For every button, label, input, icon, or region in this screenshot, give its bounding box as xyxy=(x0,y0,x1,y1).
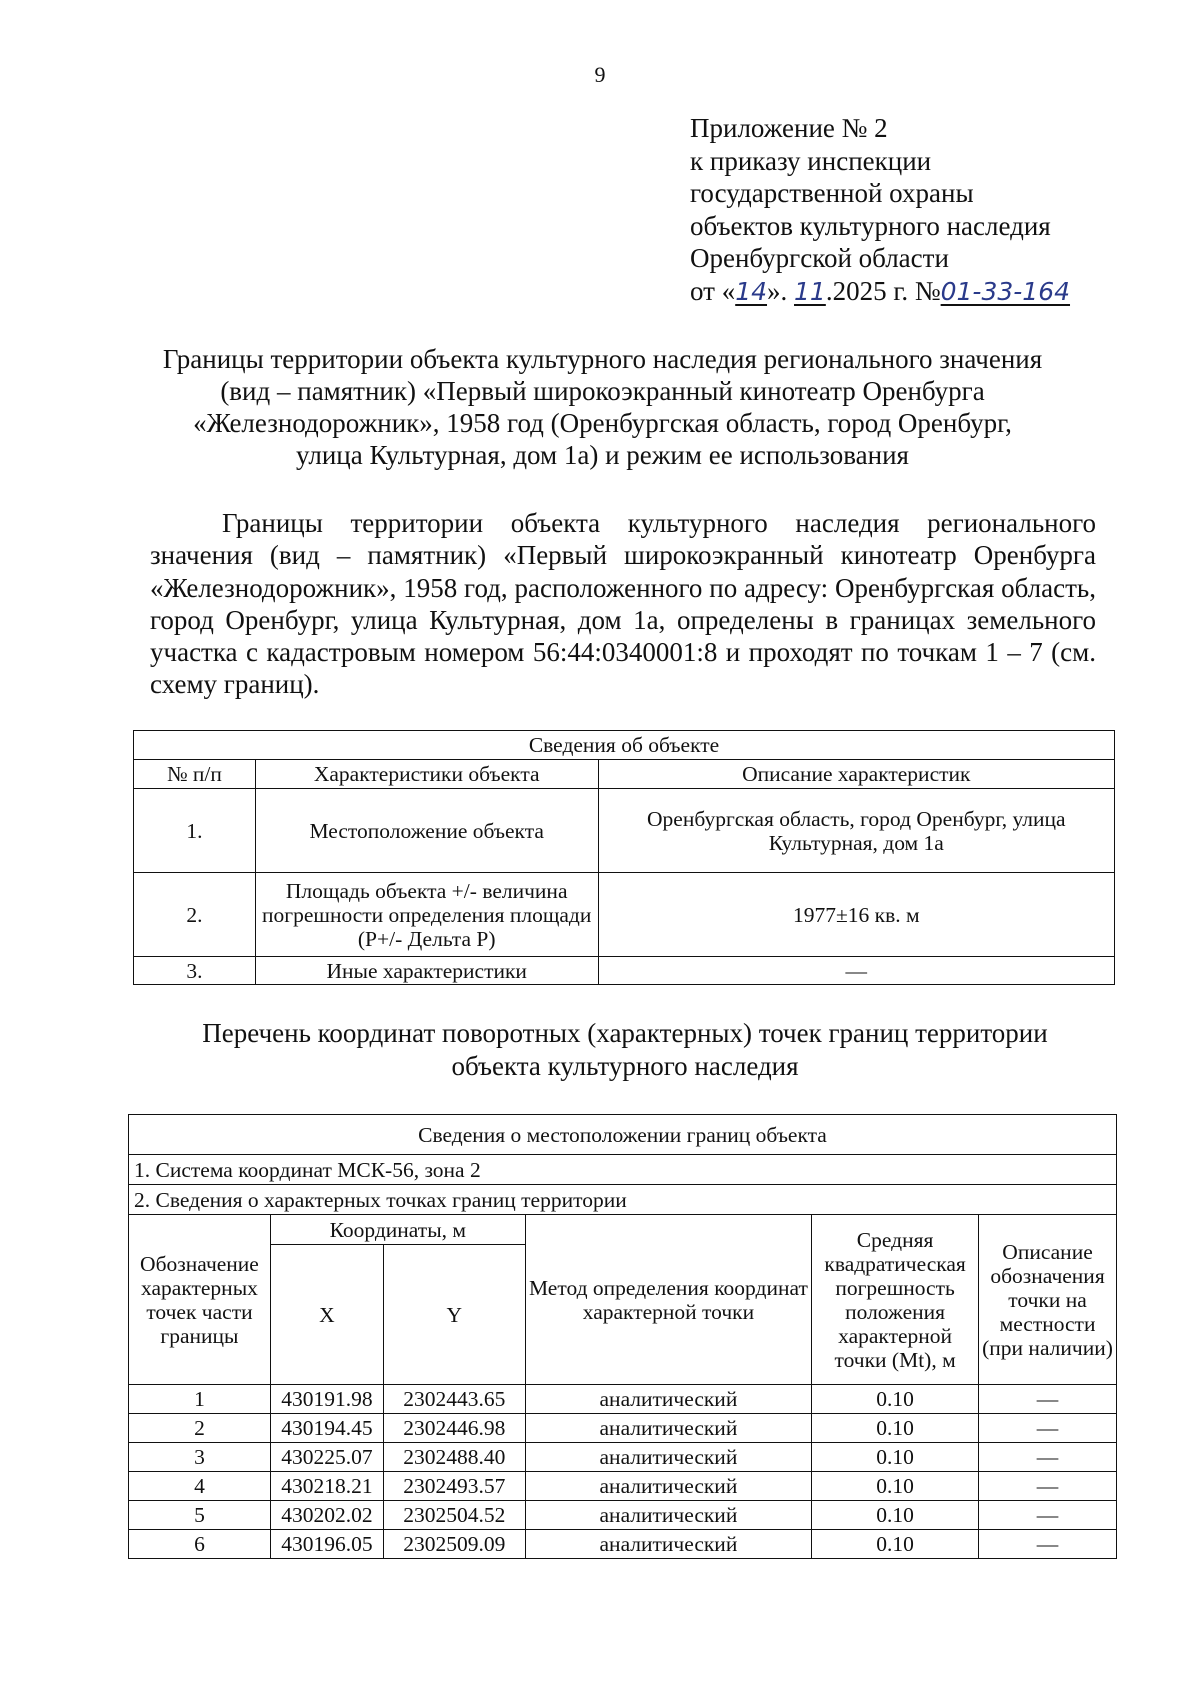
appendix-line: объектов культурного наследия xyxy=(690,210,1051,241)
coordinates-table xyxy=(128,1114,1117,1559)
title-line: «Железнодорожник», 1958 год (Оренбургская область, город Оренбург, xyxy=(193,408,1012,438)
point-method: аналитический xyxy=(525,1530,811,1559)
header-description: Описание обозначения точки на местности (при наличии) xyxy=(979,1215,1117,1385)
point-description: — xyxy=(979,1443,1117,1472)
order-day: 14 xyxy=(735,276,768,306)
point-method: аналитический xyxy=(525,1385,811,1414)
table-row xyxy=(129,1443,1117,1472)
body-paragraph: Границы территории объекта культурного наследия регионального значения (вид – памятник) «Первый широкоэкранный кинотеатр Оренбурга «Железнодорожник», 1958 год, расположенного по адресу: Оренбургская область, город Оренбург, улица Культурная, дом 1а, определены в границах земельного участка с кадастровым номером 56:44:0340001:8 и проходят по точкам 1 – 7 (см. схему границ). xyxy=(150,508,1096,700)
table-row xyxy=(129,1530,1117,1559)
point-method: аналитический xyxy=(525,1443,811,1472)
point-y: 2302488.40 xyxy=(383,1443,525,1472)
table-cell: 1. xyxy=(134,789,256,873)
table-cell: 1977±16 кв. м xyxy=(598,873,1114,957)
point-x: 430191.98 xyxy=(270,1385,383,1414)
header-designation: Обозначение характерных точек части границы xyxy=(129,1215,271,1385)
point-description: — xyxy=(979,1501,1117,1530)
point-x: 430225.07 xyxy=(270,1443,383,1472)
table-cell: Оренбургская область, город Оренбург, улица Культурная, дом 1а xyxy=(598,789,1114,873)
point-method: аналитический xyxy=(525,1501,811,1530)
point-error: 0.10 xyxy=(812,1443,979,1472)
header-x: X xyxy=(270,1245,383,1385)
point-id: 5 xyxy=(129,1501,271,1530)
column-header: Описание характеристик xyxy=(598,760,1114,789)
point-x: 430202.02 xyxy=(270,1501,383,1530)
header-error: Средняя квадратическая погрешность положения характерной точки (Mt), м xyxy=(812,1215,979,1385)
point-error: 0.10 xyxy=(812,1414,979,1443)
point-id: 3 xyxy=(129,1443,271,1472)
points-heading: 2. Сведения о характерных точках границ территории xyxy=(129,1185,1117,1215)
point-id: 4 xyxy=(129,1472,271,1501)
point-y: 2302504.52 xyxy=(383,1501,525,1530)
point-error: 0.10 xyxy=(812,1530,979,1559)
header-y: Y xyxy=(383,1245,525,1385)
coordinate-system: 1. Система координат МСК-56, зона 2 xyxy=(129,1155,1117,1185)
table-row xyxy=(129,1385,1117,1414)
title-line: (вид – памятник) «Первый широкоэкранный кинотеатр Оренбурга xyxy=(220,376,985,406)
table-cell: Площадь объекта +/- величина погрешности определения площади (Р+/- Дельта Р) xyxy=(255,873,598,957)
appendix-line: к приказу инспекции xyxy=(690,145,932,176)
object-info-table xyxy=(133,730,1115,985)
appendix-block xyxy=(690,112,1070,308)
page-number: 9 xyxy=(594,62,606,87)
order-prefix: от « xyxy=(690,275,736,306)
order-month: 11 xyxy=(794,276,826,306)
point-description: — xyxy=(979,1414,1117,1443)
appendix-line: Приложение № 2 xyxy=(690,113,888,143)
header-coordinates: Координаты, м xyxy=(270,1215,525,1245)
table-cell: Иные характеристики xyxy=(255,957,598,985)
table-cell: 2. xyxy=(134,873,256,957)
order-reference xyxy=(690,275,1070,309)
point-id: 1 xyxy=(129,1385,271,1414)
table-row xyxy=(134,873,1115,957)
point-y: 2302446.98 xyxy=(383,1414,525,1443)
object-table-caption: Сведения об объекте xyxy=(134,731,1115,760)
table-row xyxy=(129,1501,1117,1530)
point-y: 2302493.57 xyxy=(383,1472,525,1501)
coordinates-title xyxy=(120,1017,1130,1083)
title-line: объекта культурного наследия xyxy=(451,1051,799,1081)
table-cell: — xyxy=(598,957,1114,985)
point-error: 0.10 xyxy=(812,1501,979,1530)
point-x: 430196.05 xyxy=(270,1530,383,1559)
point-y: 2302443.65 xyxy=(383,1385,525,1414)
header-method: Метод определения координат характерной точки xyxy=(525,1215,811,1385)
point-error: 0.10 xyxy=(812,1472,979,1501)
appendix-line: Оренбургской области xyxy=(690,243,949,273)
appendix-line: государственной охраны xyxy=(690,178,974,208)
table-row xyxy=(134,789,1115,873)
coords-table-caption: Сведения о местоположении границ объекта xyxy=(129,1115,1117,1155)
table-row xyxy=(134,957,1115,985)
document-title xyxy=(120,343,1085,471)
column-header: № п/п xyxy=(134,760,256,789)
title-line: Границы территории объекта культурного наследия регионального значения xyxy=(162,344,1043,374)
point-error: 0.10 xyxy=(812,1385,979,1414)
order-mid: ». xyxy=(767,275,795,306)
point-description: — xyxy=(979,1472,1117,1501)
point-y: 2302509.09 xyxy=(383,1530,525,1559)
point-x: 430218.21 xyxy=(270,1472,383,1501)
title-line: улица Культурная, дом 1а) и режим ее использования xyxy=(296,440,909,470)
point-method: аналитический xyxy=(525,1472,811,1501)
point-id: 6 xyxy=(129,1530,271,1559)
table-row xyxy=(129,1472,1117,1501)
order-mid: .2025 г. № xyxy=(825,275,941,306)
table-row xyxy=(129,1414,1117,1443)
point-method: аналитический xyxy=(525,1414,811,1443)
column-header: Характеристики объекта xyxy=(255,760,598,789)
point-description: — xyxy=(979,1530,1117,1559)
order-number: 01-33-164 xyxy=(940,276,1071,306)
point-x: 430194.45 xyxy=(270,1414,383,1443)
table-cell: 3. xyxy=(134,957,256,985)
table-cell: Местоположение объекта xyxy=(255,789,598,873)
point-id: 2 xyxy=(129,1414,271,1443)
title-line: Перечень координат поворотных (характерных) точек границ территории xyxy=(202,1018,1048,1048)
point-description: — xyxy=(979,1385,1117,1414)
